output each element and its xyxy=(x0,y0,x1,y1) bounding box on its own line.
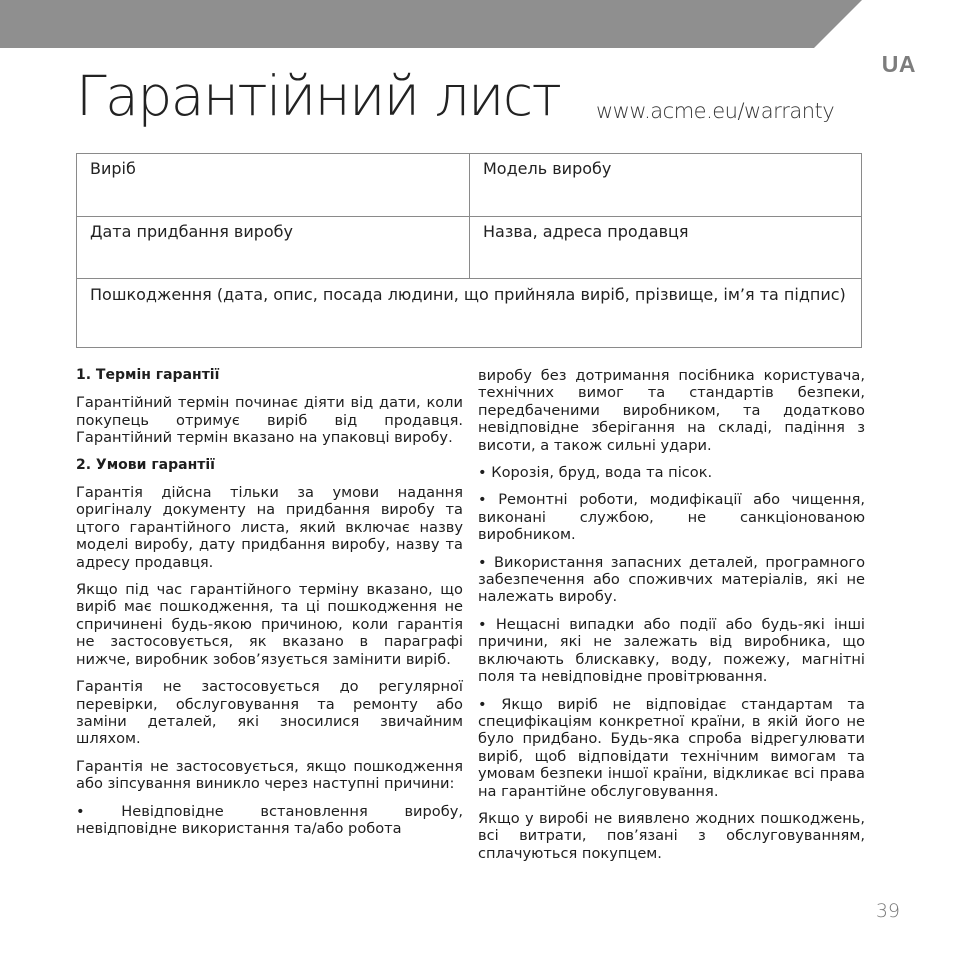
seller-field-label: Назва, адреса продавця xyxy=(483,222,689,241)
paragraph: Гарантійний термін починає діяти від дати, коли покупець отримує виріб від продавця. Гарантійний термін вказано на упаковці виробу. xyxy=(76,394,463,447)
paragraph: Гарантія дійсна тільки за умови надання оригіналу документу на придбання виробу та цтого гарантійного листа, який включає назву моделі виробу, дату придбання виробу, назву та адресу продавця. xyxy=(76,484,463,571)
section-heading-warranty-conditions: 2. Умови гарантії xyxy=(76,456,215,473)
paragraph: Якщо під час гарантійного терміну вказано, що виріб має пошкодження, та ці пошкодження не спричинені будь-якою причиною, коли гарантія не застосовується, як вказано в параграфі нижче, виробник зобов’язується замінити виріб. xyxy=(76,581,463,668)
model-field-label: Модель виробу xyxy=(483,159,612,178)
header-band-shape xyxy=(0,0,862,48)
right-text-column xyxy=(478,367,865,872)
bullet-item-continued: виробу без дотримання посібника користувача, технічних вимог та стандартів безпеки, передбаченими виробником, та додатково невідповідне зберігання на складі, падіння з висоти, а також сильні удари. xyxy=(478,367,865,454)
warranty-form-table xyxy=(76,153,862,348)
left-text-column xyxy=(76,367,463,847)
purchase-date-field-label: Дата придбання виробу xyxy=(90,222,294,241)
section-heading-warranty-term: 1. Термін гарантії xyxy=(76,367,220,383)
bullet-item: • Невідповідне встановлення виробу, невідповідне використання та/або робота xyxy=(76,802,463,837)
paragraph: Гарантія не застосовується, якщо пошкодження або зіпсування виникло через наступні причини: xyxy=(76,757,463,793)
form-row-divider xyxy=(77,278,861,279)
header-band xyxy=(0,0,954,48)
page-number: 39 xyxy=(875,900,900,922)
bullet-item: • Використання запасних деталей, програмного забезпечення або споживчих матеріалів, які не належать виробу. xyxy=(478,553,865,606)
bullet-item: • Якщо виріб не відповідає стандартам та специфікаціям конкретної країни, в якій його не було придбано. Будь-яка спроба відрегулювати виріб, щоб відповідати технічним вимогам та умовам безпеки іншої країни, відкликає всі права на гарантійне обслуговування. xyxy=(478,695,865,800)
warranty-url: www.acme.eu/warranty xyxy=(596,99,835,123)
form-column-divider xyxy=(469,154,470,278)
damage-field-label: Пошкодження (дата, опис, посада людини, що прийняла виріб, прізвище, ім’я та підпис) xyxy=(90,285,846,304)
product-field-label: Виріб xyxy=(90,159,136,178)
paragraph: Гарантія не застосовується до регулярної перевірки, обслуговування та ремонту або заміни деталей, які зносилися звичайним шляхом. xyxy=(76,678,463,748)
page-title: Гарантійний лист xyxy=(76,64,561,128)
bullet-item: • Корозія, бруд, вода та пісок. xyxy=(478,464,713,482)
paragraph: Якщо у виробі не виявлено жодних пошкоджень, всі витрати, пов’язані з обслуговуванням, сплачуються покупцем. xyxy=(478,809,865,862)
bullet-item: • Нещасні випадки або події або будь-які інші причини, які не залежать від виробника, що включають блискавку, воду, пожежу, магнітні поля та невідповідне провітрювання. xyxy=(478,615,865,686)
bullet-item: • Ремонтні роботи, модифікації або чищення, виконані службою, не санкціонованою виробником. xyxy=(478,491,865,544)
language-code: UA xyxy=(881,51,916,77)
